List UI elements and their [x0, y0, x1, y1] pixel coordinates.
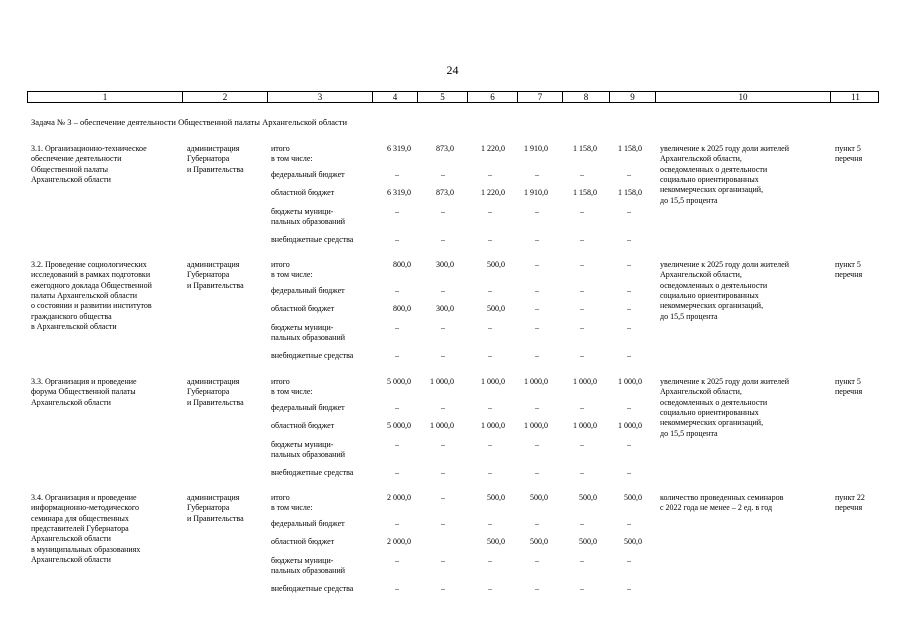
value-total: – — [580, 260, 584, 269]
value-municipal: – — [580, 323, 584, 332]
item-name-line: семинара для общественных — [31, 513, 129, 523]
value-federal: – — [488, 519, 492, 528]
result-line: количество проведенных семинаров — [660, 493, 784, 502]
source-total: итого — [271, 144, 290, 153]
value-municipal: – — [441, 323, 445, 332]
executor-line: и Правительства — [187, 513, 244, 523]
item-name-line: ежегодного доклада Общественной — [31, 280, 152, 290]
executor-line: администрация — [187, 260, 240, 269]
value-regional: 1 158,0 — [618, 188, 642, 197]
value-municipal: – — [488, 556, 492, 565]
reference-line: пункт 5 — [835, 377, 861, 386]
header-col-4: 4 — [373, 92, 418, 102]
value-extrabudget: – — [627, 584, 631, 593]
value-regional: 1 000,0 — [618, 421, 642, 430]
value-regional: 500,0 — [579, 537, 597, 546]
source-regional: областной бюджет — [271, 304, 335, 313]
value-total: 1 000,0 — [430, 377, 454, 386]
reference-line: пункт 5 — [835, 144, 861, 153]
source-extrabudget: внебюджетные средства — [271, 584, 354, 593]
value-extrabudget: – — [580, 584, 584, 593]
result-line: до 15,5 процента — [660, 195, 718, 205]
item-name-line: 3.1. Организационно-техническое — [31, 144, 147, 153]
value-regional: 1 220,0 — [481, 188, 505, 197]
source-including: в том числе: — [271, 154, 313, 164]
value-municipal: – — [535, 556, 539, 565]
value-federal: – — [627, 286, 631, 295]
result-line: до 15,5 процента — [660, 428, 718, 438]
value-regional: 1 910,0 — [524, 188, 548, 197]
value-federal: – — [395, 286, 399, 295]
reference-line: перечня — [835, 503, 863, 513]
item-name-line: палаты Архангельской области — [31, 290, 138, 300]
page-number: 24 — [446, 63, 459, 77]
value-total: – — [535, 260, 539, 269]
reference-line: пункт 5 — [835, 260, 861, 269]
result-line: некоммерческих организаций, — [660, 185, 764, 195]
value-federal: – — [441, 519, 445, 528]
value-federal: – — [441, 170, 445, 179]
value-extrabudget: – — [488, 235, 492, 244]
header-col-6: 6 — [468, 92, 518, 102]
result-line: до 15,5 процента — [660, 311, 718, 321]
value-extrabudget: – — [627, 468, 631, 477]
value-regional: 1 000,0 — [481, 421, 505, 430]
result-line: социально ориентированных — [660, 174, 759, 184]
value-municipal: – — [488, 323, 492, 332]
value-municipal: – — [580, 556, 584, 565]
value-municipal: – — [395, 323, 399, 332]
result-line: социально ориентированных — [660, 290, 759, 300]
header-col-11: 11 — [851, 92, 860, 102]
value-regional: – — [627, 304, 631, 313]
value-regional: – — [580, 304, 584, 313]
value-extrabudget: – — [395, 584, 399, 593]
item-name-line: 3.3. Организация и проведение — [31, 377, 137, 386]
value-extrabudget: – — [441, 235, 445, 244]
result-line: с 2022 года не менее – 2 ед. в год — [660, 503, 773, 513]
source-regional: областной бюджет — [271, 421, 335, 430]
value-municipal: – — [441, 207, 445, 216]
source-municipal: бюджеты муници- — [271, 556, 334, 565]
header-col-1: 1 — [28, 92, 183, 102]
value-regional: 1 000,0 — [573, 421, 597, 430]
header-col-2: 2 — [183, 92, 268, 102]
value-extrabudget: – — [580, 351, 584, 360]
value-federal: – — [580, 170, 584, 179]
source-municipal: бюджеты муници- — [271, 323, 334, 332]
value-federal: – — [488, 403, 492, 412]
source-regional: областной бюджет — [271, 537, 335, 546]
result-line: Архангельской области, — [660, 387, 742, 397]
value-total: 500,0 — [579, 493, 597, 502]
item-name-line: Архангельской области — [31, 174, 111, 184]
value-municipal: – — [441, 556, 445, 565]
value-regional: 2 000,0 — [387, 537, 411, 546]
source-municipal: бюджеты муници- — [271, 440, 334, 449]
value-extrabudget: – — [488, 351, 492, 360]
source-federal: федеральный бюджет — [271, 519, 345, 528]
value-total: – — [627, 260, 631, 269]
header-col-5: 5 — [418, 92, 468, 102]
value-total: 1 000,0 — [573, 377, 597, 386]
source-extrabudget: внебюджетные средства — [271, 468, 354, 477]
executor-line: Губернатора — [187, 503, 230, 513]
value-total: 500,0 — [487, 260, 505, 269]
value-federal: – — [395, 403, 399, 412]
value-extrabudget: – — [535, 584, 539, 593]
value-total: 500,0 — [530, 493, 548, 502]
source-including: в том числе: — [271, 503, 313, 513]
source-extrabudget: внебюджетные средства — [271, 235, 354, 244]
value-federal: – — [627, 403, 631, 412]
value-total: 2 000,0 — [387, 493, 411, 502]
source-municipal: пальных образований — [271, 333, 345, 342]
source-total: итого — [271, 260, 290, 269]
result-line: осведомленных о деятельности — [660, 164, 768, 174]
value-municipal: – — [535, 323, 539, 332]
value-federal: – — [395, 519, 399, 528]
value-extrabudget: – — [441, 351, 445, 360]
value-total: 300,0 — [436, 260, 454, 269]
executor-line: Губернатора — [187, 270, 230, 280]
value-regional: 800,0 — [393, 304, 411, 313]
value-total: 500,0 — [624, 493, 642, 502]
value-total: 6 319,0 — [387, 144, 411, 153]
result-line: осведомленных о деятельности — [660, 397, 768, 407]
value-extrabudget: – — [488, 584, 492, 593]
value-total: 500,0 — [487, 493, 505, 502]
reference-line: пункт 22 — [835, 493, 865, 502]
source-municipal: пальных образований — [271, 566, 345, 575]
value-municipal: – — [627, 207, 631, 216]
item-name-line: гражданского общества — [31, 311, 112, 321]
source-including: в том числе: — [271, 387, 313, 397]
value-municipal: – — [580, 440, 584, 449]
executor-line: Губернатора — [187, 154, 230, 164]
value-federal: – — [580, 519, 584, 528]
value-federal: – — [488, 286, 492, 295]
item-name-line: обеспечение деятельности — [31, 154, 122, 164]
value-extrabudget: – — [395, 351, 399, 360]
value-federal: – — [535, 519, 539, 528]
item-name-line: о состоянии и развитии институтов — [31, 301, 152, 311]
result-line: увеличение к 2025 году доли жителей — [660, 144, 789, 153]
value-regional: 5 000,0 — [387, 421, 411, 430]
value-extrabudget: – — [535, 351, 539, 360]
result-line: увеличение к 2025 году доли жителей — [660, 377, 789, 386]
value-extrabudget: – — [535, 468, 539, 477]
value-total: 1 158,0 — [573, 144, 597, 153]
value-extrabudget: – — [441, 584, 445, 593]
result-line: некоммерческих организаций, — [660, 301, 764, 311]
value-municipal: – — [395, 440, 399, 449]
value-extrabudget: – — [627, 351, 631, 360]
value-regional: 6 319,0 — [387, 188, 411, 197]
value-municipal: – — [395, 556, 399, 565]
header-col-8: 8 — [563, 92, 610, 102]
value-extrabudget: – — [441, 468, 445, 477]
header-col-9: 9 — [610, 92, 656, 102]
value-extrabudget: – — [395, 235, 399, 244]
value-regional: 500,0 — [624, 537, 642, 546]
source-including: в том числе: — [271, 270, 313, 280]
value-total: 1 000,0 — [481, 377, 505, 386]
value-total: 1 910,0 — [524, 144, 548, 153]
reference-line: перечня — [835, 154, 863, 164]
value-extrabudget: – — [580, 235, 584, 244]
value-extrabudget: – — [580, 468, 584, 477]
source-total: итого — [271, 377, 290, 386]
item-name-line: Архангельской области — [31, 534, 111, 544]
value-total: 1 158,0 — [618, 144, 642, 153]
value-municipal: – — [580, 207, 584, 216]
value-municipal: – — [535, 440, 539, 449]
value-total: 1 220,0 — [481, 144, 505, 153]
value-total: 800,0 — [393, 260, 411, 269]
source-federal: федеральный бюджет — [271, 403, 345, 412]
value-federal: – — [580, 403, 584, 412]
source-regional: областной бюджет — [271, 188, 335, 197]
executor-line: администрация — [187, 144, 240, 153]
value-total: 1 000,0 — [618, 377, 642, 386]
executor-line: администрация — [187, 493, 240, 502]
source-federal: федеральный бюджет — [271, 286, 345, 295]
value-federal: – — [535, 170, 539, 179]
result-line: Архангельской области, — [660, 154, 742, 164]
header-col-3: 3 — [268, 92, 373, 102]
source-municipal: пальных образований — [271, 450, 345, 459]
value-total: – — [441, 493, 445, 502]
header-col-10: 10 — [656, 92, 831, 102]
value-municipal: – — [395, 207, 399, 216]
item-name-line: в муниципальных образованиях — [31, 544, 141, 554]
item-name-line: форума Общественной палаты — [31, 387, 136, 397]
task-title: Задача № 3 – обеспечение деятельности Общественной палаты Архангельской области — [31, 117, 348, 127]
result-line: осведомленных о деятельности — [660, 280, 768, 290]
item-name-line: Общественной палаты — [31, 164, 109, 174]
value-extrabudget: – — [627, 235, 631, 244]
item-name-line: 3.2. Проведение социологических — [31, 260, 147, 269]
result-line: некоммерческих организаций, — [660, 418, 764, 428]
executor-line: и Правительства — [187, 280, 244, 290]
table-header — [27, 91, 879, 103]
value-federal: – — [627, 170, 631, 179]
value-total: 873,0 — [436, 144, 454, 153]
value-total: 5 000,0 — [387, 377, 411, 386]
value-municipal: – — [627, 440, 631, 449]
value-federal: – — [535, 403, 539, 412]
value-regional: 873,0 — [436, 188, 454, 197]
value-municipal: – — [488, 207, 492, 216]
value-federal: – — [441, 286, 445, 295]
source-extrabudget: внебюджетные средства — [271, 351, 354, 360]
reference-line: перечня — [835, 387, 863, 397]
value-federal: – — [627, 519, 631, 528]
executor-line: и Правительства — [187, 397, 244, 407]
reference-line: перечня — [835, 270, 863, 280]
value-regional: 300,0 — [436, 304, 454, 313]
source-total: итого — [271, 493, 290, 502]
value-federal: – — [488, 170, 492, 179]
value-extrabudget: – — [488, 468, 492, 477]
source-municipal: бюджеты муници- — [271, 207, 334, 216]
result-line: Архангельской области, — [660, 270, 742, 280]
value-municipal: – — [488, 440, 492, 449]
item-name-line: в Архангельской области — [31, 321, 117, 331]
value-federal: – — [441, 403, 445, 412]
executor-line: администрация — [187, 377, 240, 386]
source-federal: федеральный бюджет — [271, 170, 345, 179]
item-name-line: исследований в рамках подготовки — [31, 270, 151, 280]
item-name-line: информационно-методического — [31, 503, 139, 513]
item-name-line: представителей Губернатора — [31, 523, 129, 533]
value-federal: – — [535, 286, 539, 295]
value-regional: 500,0 — [530, 537, 548, 546]
value-federal: – — [395, 170, 399, 179]
value-regional: 500,0 — [487, 304, 505, 313]
executor-line: и Правительства — [187, 164, 244, 174]
source-municipal: пальных образований — [271, 217, 345, 226]
value-federal: – — [580, 286, 584, 295]
value-municipal: – — [535, 207, 539, 216]
value-municipal: – — [627, 323, 631, 332]
executor-line: Губернатора — [187, 387, 230, 397]
value-extrabudget: – — [395, 468, 399, 477]
value-regional: 500,0 — [487, 537, 505, 546]
value-total: 1 000,0 — [524, 377, 548, 386]
value-extrabudget: – — [535, 235, 539, 244]
value-regional: – — [535, 304, 539, 313]
item-name-line: 3.4. Организация и проведение — [31, 493, 137, 502]
value-regional: 1 000,0 — [524, 421, 548, 430]
header-col-7: 7 — [518, 92, 563, 102]
value-municipal: – — [627, 556, 631, 565]
item-name-line: Архангельской области — [31, 397, 111, 407]
item-name-line: Архангельской области — [31, 554, 111, 564]
result-line: увеличение к 2025 году доли жителей — [660, 260, 789, 269]
value-regional: 1 158,0 — [573, 188, 597, 197]
value-municipal: – — [441, 440, 445, 449]
result-line: социально ориентированных — [660, 407, 759, 417]
value-regional: 1 000,0 — [430, 421, 454, 430]
